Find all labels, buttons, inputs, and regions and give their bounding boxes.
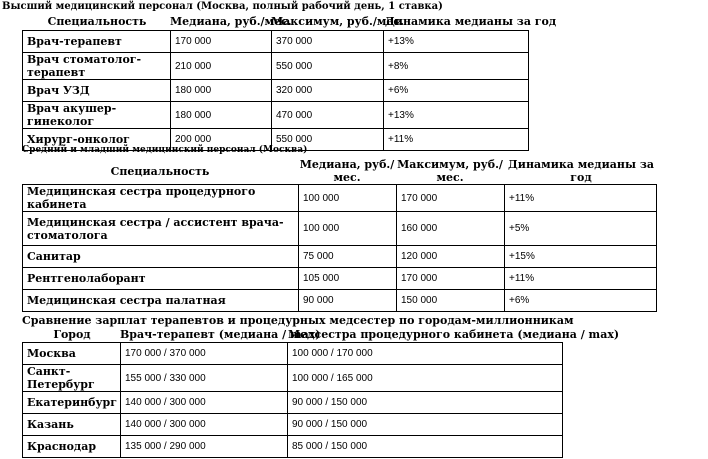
table3-cell: 90 000 / 150 000	[288, 414, 563, 436]
table1-cell: 210 000	[171, 53, 272, 80]
table2-caption: Средний и младший медицинский персонал (Москва)	[22, 145, 308, 155]
table-row	[23, 365, 563, 392]
table1-header-dynamics: Динамика медианы за год	[385, 15, 557, 28]
table3-cell: 100 000 / 170 000	[288, 343, 563, 365]
table-row	[23, 268, 657, 290]
table2-header-median: Медиана, руб./мес.	[299, 158, 395, 184]
table1-header-median: Медиана, руб./мес.	[170, 15, 292, 28]
table2-cell: 100 000	[299, 212, 397, 246]
table2-cell: 100 000	[299, 185, 397, 212]
table2-cell: +11%	[505, 185, 657, 212]
table1-cell: +13%	[384, 31, 529, 53]
table2-header-specialty: Специальность	[110, 165, 210, 178]
table2-cell: Санитар	[23, 246, 299, 268]
table1-cell: Врач стоматолог-терапевт	[23, 53, 171, 80]
table2-cell: +6%	[505, 290, 657, 312]
table1-cell: 170 000	[171, 31, 272, 53]
table2-cell: 170 000	[397, 268, 505, 290]
table3-cell: 140 000 / 300 000	[121, 414, 288, 436]
table2-cell: Рентгенолаборант	[23, 268, 299, 290]
table-row	[23, 80, 529, 102]
table1-cell: 320 000	[272, 80, 384, 102]
table1	[22, 30, 529, 151]
table2-cell: +11%	[505, 268, 657, 290]
table1-cell: Врач акушер-гинеколог	[23, 102, 171, 129]
table-row	[23, 246, 657, 268]
table2-cell: 170 000	[397, 185, 505, 212]
table1-cell: 180 000	[171, 102, 272, 129]
table1-cell: +6%	[384, 80, 529, 102]
table1-header-max: Максимум, руб./мес.	[271, 15, 404, 28]
table2-cell: Медицинская сестра палатная	[23, 290, 299, 312]
table2-header-dynamics: Динамика медианы за год	[508, 158, 654, 184]
table1-cell: +11%	[384, 129, 529, 151]
table1-header-specialty: Специальность	[47, 15, 147, 28]
table1-cell: 180 000	[171, 80, 272, 102]
table2-header-max: Максимум, руб./мес.	[397, 158, 503, 184]
table1-cell: 370 000	[272, 31, 384, 53]
table-row	[23, 185, 657, 212]
table-row	[23, 212, 657, 246]
table3-cell: 140 000 / 300 000	[121, 392, 288, 414]
table2-cell: 120 000	[397, 246, 505, 268]
table2-cell: 150 000	[397, 290, 505, 312]
table2-cell: 75 000	[299, 246, 397, 268]
table3-cell: 155 000 / 330 000	[121, 365, 288, 392]
table1-cell: 470 000	[272, 102, 384, 129]
table1-cell: Врач-терапевт	[23, 31, 171, 53]
table3-cell: 85 000 / 150 000	[288, 436, 563, 458]
table2-cell: +15%	[505, 246, 657, 268]
table2-cell: 160 000	[397, 212, 505, 246]
table3-header-therapist: Врач-терапевт (медиана / max)	[120, 328, 321, 341]
table2-cell: +5%	[505, 212, 657, 246]
table1-caption: Высший медицинский персонал (Москва, полный рабочий день, 1 ставка)	[2, 1, 443, 12]
table-row	[23, 102, 529, 129]
table2-cell: Медицинская сестра процедурного кабинета	[23, 185, 299, 212]
table3-header-city: Город	[53, 328, 91, 341]
table3-cell: Казань	[23, 414, 121, 436]
table1-cell: +13%	[384, 102, 529, 129]
table3-cell: Екатеринбург	[23, 392, 121, 414]
table1-cell: Хирург-онколог	[23, 129, 171, 151]
table3-header-nurse: Медсестра процедурного кабинета (медиана / max)	[288, 328, 620, 341]
table2	[22, 184, 657, 312]
table3-cell: 90 000 / 150 000	[288, 392, 563, 414]
table2-cell: 90 000	[299, 290, 397, 312]
table3-cell: 170 000 / 370 000	[121, 343, 288, 365]
table3-cell: Краснодар	[23, 436, 121, 458]
table1-cell: +8%	[384, 53, 529, 80]
table-row	[23, 290, 657, 312]
table-row	[23, 53, 529, 80]
table3-caption: Сравнение зарплат терапевтов и процедурных медсестер по городам-миллионникам	[22, 314, 574, 327]
table-row	[23, 414, 563, 436]
table3-cell: 135 000 / 290 000	[121, 436, 288, 458]
table1-cell: 550 000	[272, 53, 384, 80]
table2-cell: Медицинская сестра / ассистент врача-стоматолога	[23, 212, 299, 246]
table3-cell: Москва	[23, 343, 121, 365]
table3-cell: 100 000 / 165 000	[288, 365, 563, 392]
table-row	[23, 436, 563, 458]
table1-cell: Врач УЗД	[23, 80, 171, 102]
table2-cell: 105 000	[299, 268, 397, 290]
table-row	[23, 31, 529, 53]
table-row	[23, 392, 563, 414]
table3	[22, 342, 563, 458]
table1-cell: 550 000	[272, 129, 384, 151]
table1-cell: 200 000	[171, 129, 272, 151]
table3-cell: Санкт-Петербург	[23, 365, 121, 392]
table-row	[23, 343, 563, 365]
